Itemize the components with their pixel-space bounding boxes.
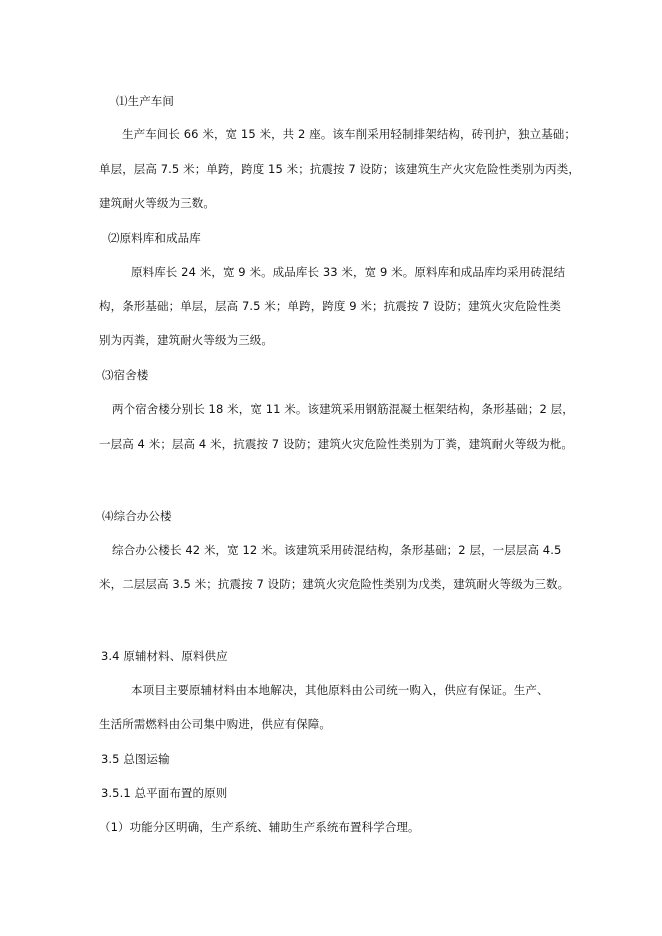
paragraph-line: 构，条形基础；单层，层高 7.5 米；单跨，跨度 9 米；抗震按 7 设防；建筑火灾危险性类 [99,299,561,313]
paragraph-line: 一层高 4 米；层高 4 米，抗震按 7 设防；建筑火灾危险性类别为丁粪，建筑耐火等级为枇。 [99,437,573,451]
paragraph-line: 米，二层层高 3.5 米；抗震按 7 设防；建筑火灾危险性类别为戊类，建筑耐火等级为三数。 [99,577,570,591]
paragraph-line: 本项目主要原辅材料由本地解决，其他原料由公司统一购入，供应有保证。生产、 [131,683,549,697]
section-heading-3-5: 3.5 总图运输 [101,752,170,766]
section-heading-production-workshop: ⑴生产车间 [116,94,174,108]
paragraph-line: 建筑耐火等级为三数。 [99,196,215,210]
paragraph-line: 别为丙粪，建筑耐火等级为三级。 [99,333,273,347]
paragraph-line: 生活所需燃料由公司集中购进，供应有保障。 [99,717,331,731]
paragraph-line: 原料库长 24 米，宽 9 米。成品库长 33 米，宽 9 米。原料库和成品库均采用砖混结 [131,265,566,279]
section-heading-dormitory: ⑶宿舍楼 [102,368,149,382]
paragraph-line: 两个宿舍楼分别长 18 米，宽 11 米。该建筑采用钢筋混凝土框架结构，条形基础；2 层， [112,402,574,416]
section-heading-office-building: ⑷综合办公楼 [102,509,172,523]
list-item: （1）功能分区明确，生产系统、辅助生产系统布置科学合理。 [99,820,420,834]
paragraph-line: 生产车间长 66 米，宽 15 米，共 2 座。该车削采用轻制排架结构，砖刊护，独立基础； [122,127,577,141]
section-heading-warehouses: ⑵原料库和成品库 [108,231,201,245]
paragraph-line: 单层，层高 7.5 米；单跨，跨度 15 米；抗震按 7 设防；该建筑生产火灾危险性类别为丙类， [99,162,580,176]
section-heading-3-4: 3.4 原辅材料、原料供应 [101,649,228,663]
section-heading-3-5-1: 3.5.1 总平面布置的原则 [101,786,228,800]
paragraph-line: 综合办公楼长 42 米，宽 12 米。该建筑采用砖混结构，条形基础；2 层，一层层高 4.5 [112,543,562,557]
